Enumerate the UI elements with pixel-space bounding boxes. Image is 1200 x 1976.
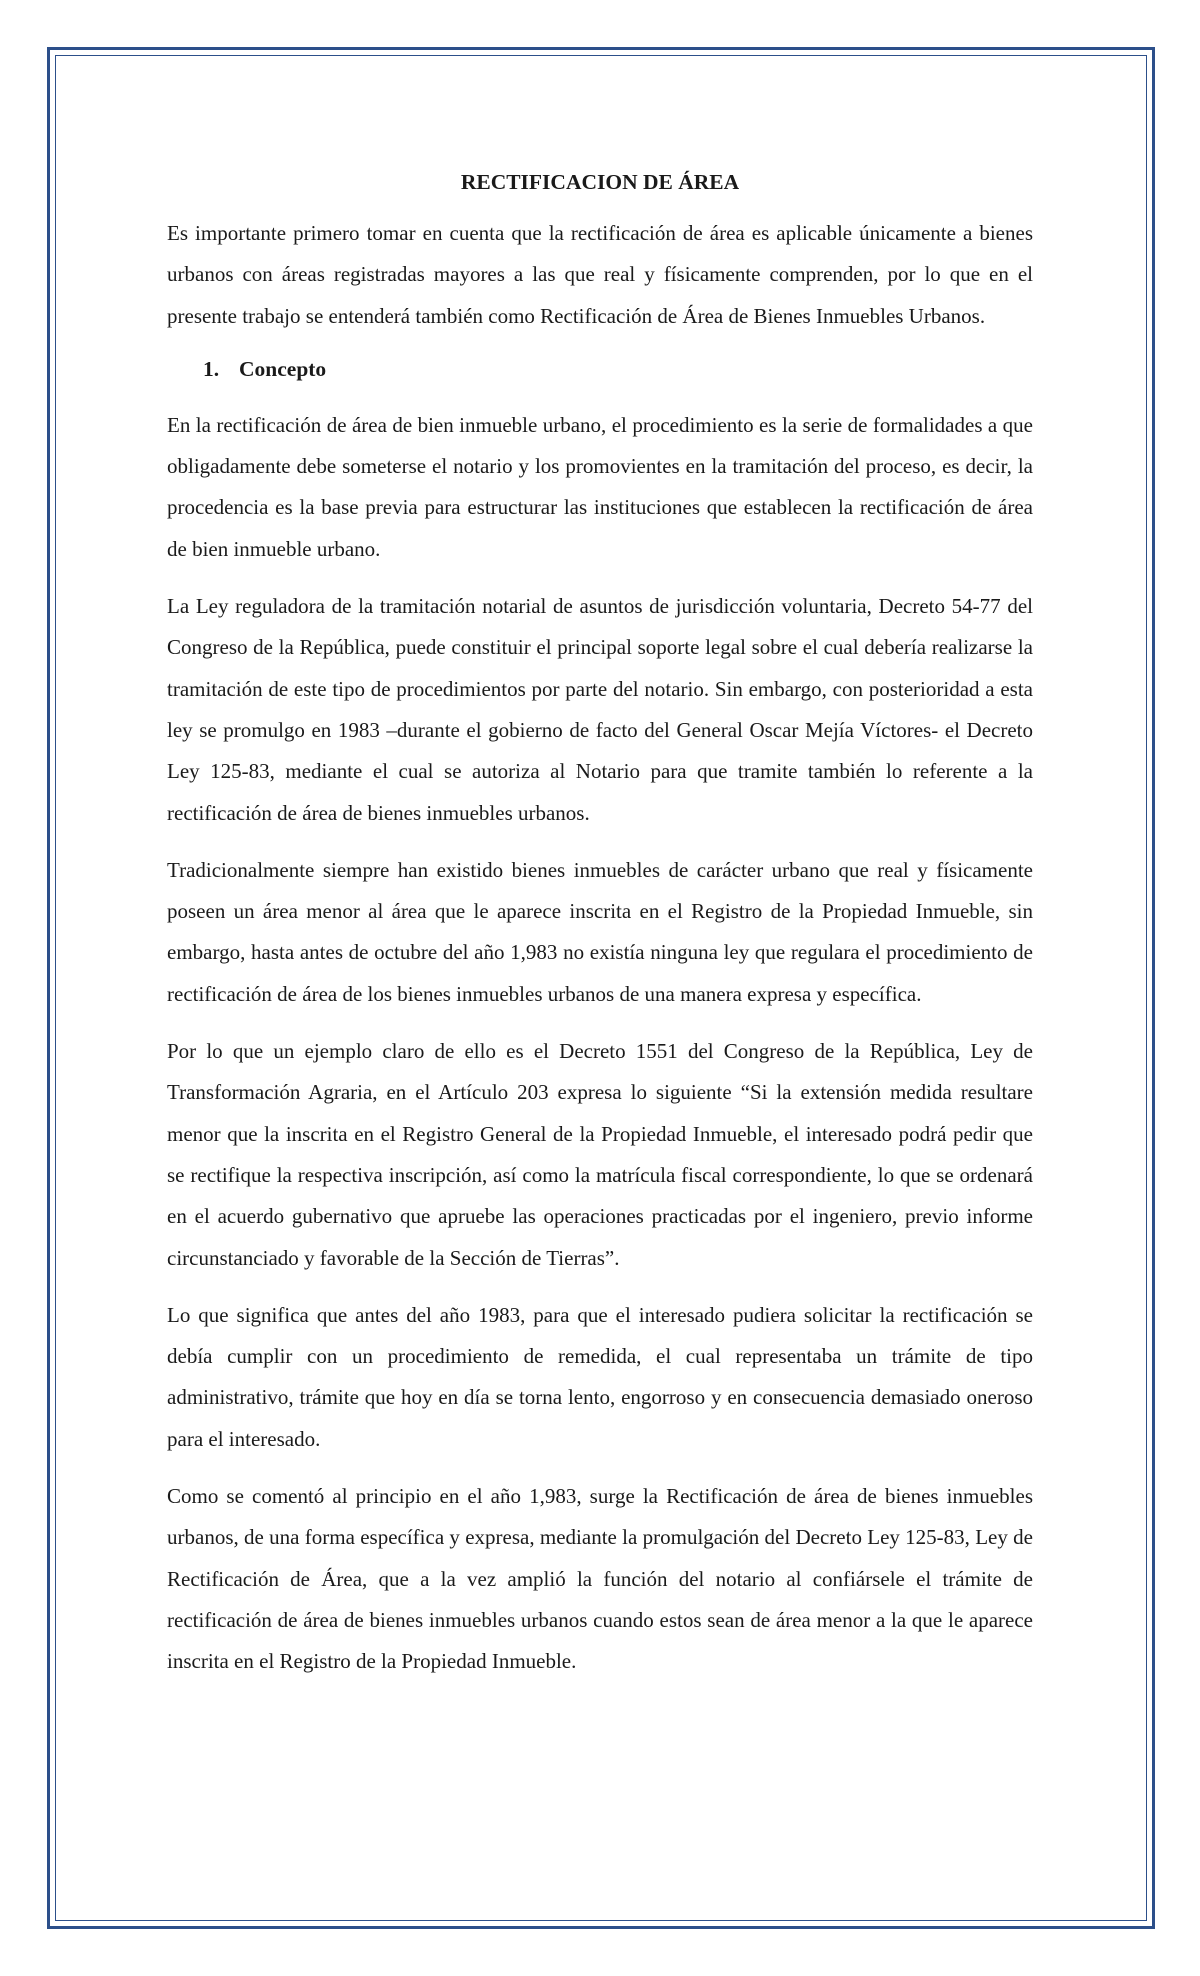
paragraph-tradicionalmente: Tradicionalmente siempre han existido bienes inmuebles de carácter urbano que real y físicamente poseen un área menor al área que le aparece inscrita en el Registro de la Propiedad Inmueble, sin embargo, hasta antes de octubre del año 1,983 no existía ninguna ley que regulara el procedimiento de rectificación de área de los bienes inmuebles urbanos de una manera expresa y específica. xyxy=(167,857,1033,1006)
paragraph-procedimiento: En la rectificación de área de bien inmueble urbano, el procedimiento es la serie de formalidades a que obligadamente debe someterse el notario y los promovientes en la tramitación del proceso, es decir, la procedencia es la base previa para estructurar las instituciones que establecen la rectificación de área de bien inmueble urbano. xyxy=(167,412,1033,561)
document-title: RECTIFICACION DE ÁREA xyxy=(460,170,740,194)
intro-paragraph: Es importante primero tomar en cuenta que la rectificación de área es aplicable únicamente a bienes urbanos con áreas registradas mayores a las que real y físicamente comprenden, por lo que en el presente trabajo se entenderá también como Rectificación de Área de Bienes Inmuebles Urbanos. xyxy=(167,221,1033,328)
paragraph-antes-1983: Lo que significa que antes del año 1983, para que el interesado pudiera solicitar la rectificación se debía cumplir con un procedimiento de remedida, el cual representaba un trámite de tipo administrativo, trámite que hoy en día se torna lento, engorroso y en consecuencia demasiado oneroso para el interesado. xyxy=(167,1302,1033,1451)
paragraph-como-se-comento: Como se comentó al principio en el año 1,983, surge la Rectificación de área de bienes inmuebles urbanos, de una forma específica y expresa, mediante la promulgación del Decreto Ley 125-83, Ley de Rectificación de Área, que a la vez amplió la función del notario al confiársele el trámite de rectificación de área de bienes inmuebles urbanos cuando estos sean de área menor a la que le aparece inscrita en el Registro de la Propiedad Inmueble. xyxy=(167,1484,1033,1674)
paragraph-ley-reguladora: La Ley reguladora de la tramitación notarial de asuntos de jurisdicción voluntaria, Decreto 54-77 del Congreso de la República, puede constituir el principal soporte legal sobre el cual debería realizarse la tramitación de este tipo de procedimientos por parte del notario. Sin embargo, con posterioridad a esta ley se promulgo en 1983 –durante el gobierno de facto del General Oscar Mejía Víctores- el Decreto Ley 125-83, mediante el cual se autoriza al Notario para que tramite también lo referente a la rectificación de área de bienes inmuebles urbanos. xyxy=(167,594,1033,825)
paragraph-decreto-1551: Por lo que un ejemplo claro de ello es el Decreto 1551 del Congreso de la República, Ley de Transformación Agraria, en el Artículo 203 expresa lo siguiente “Si la extensión medida resultare menor que la inscrita en el Registro General de la Propiedad Inmueble, el interesado podrá pedir que se rectifique la respectiva inscripción, así como la matrícula fiscal correspondiente, lo que se ordenará en el acuerdo gubernativo que apruebe las operaciones practicadas por el ingeniero, previo informe circunstanciado y favorable de la Sección de Tierras”. xyxy=(167,1039,1033,1270)
document-body xyxy=(167,168,1033,1699)
section-title: Concepto xyxy=(239,356,327,381)
section-number: 1. xyxy=(203,356,220,381)
section-heading xyxy=(167,353,1033,385)
